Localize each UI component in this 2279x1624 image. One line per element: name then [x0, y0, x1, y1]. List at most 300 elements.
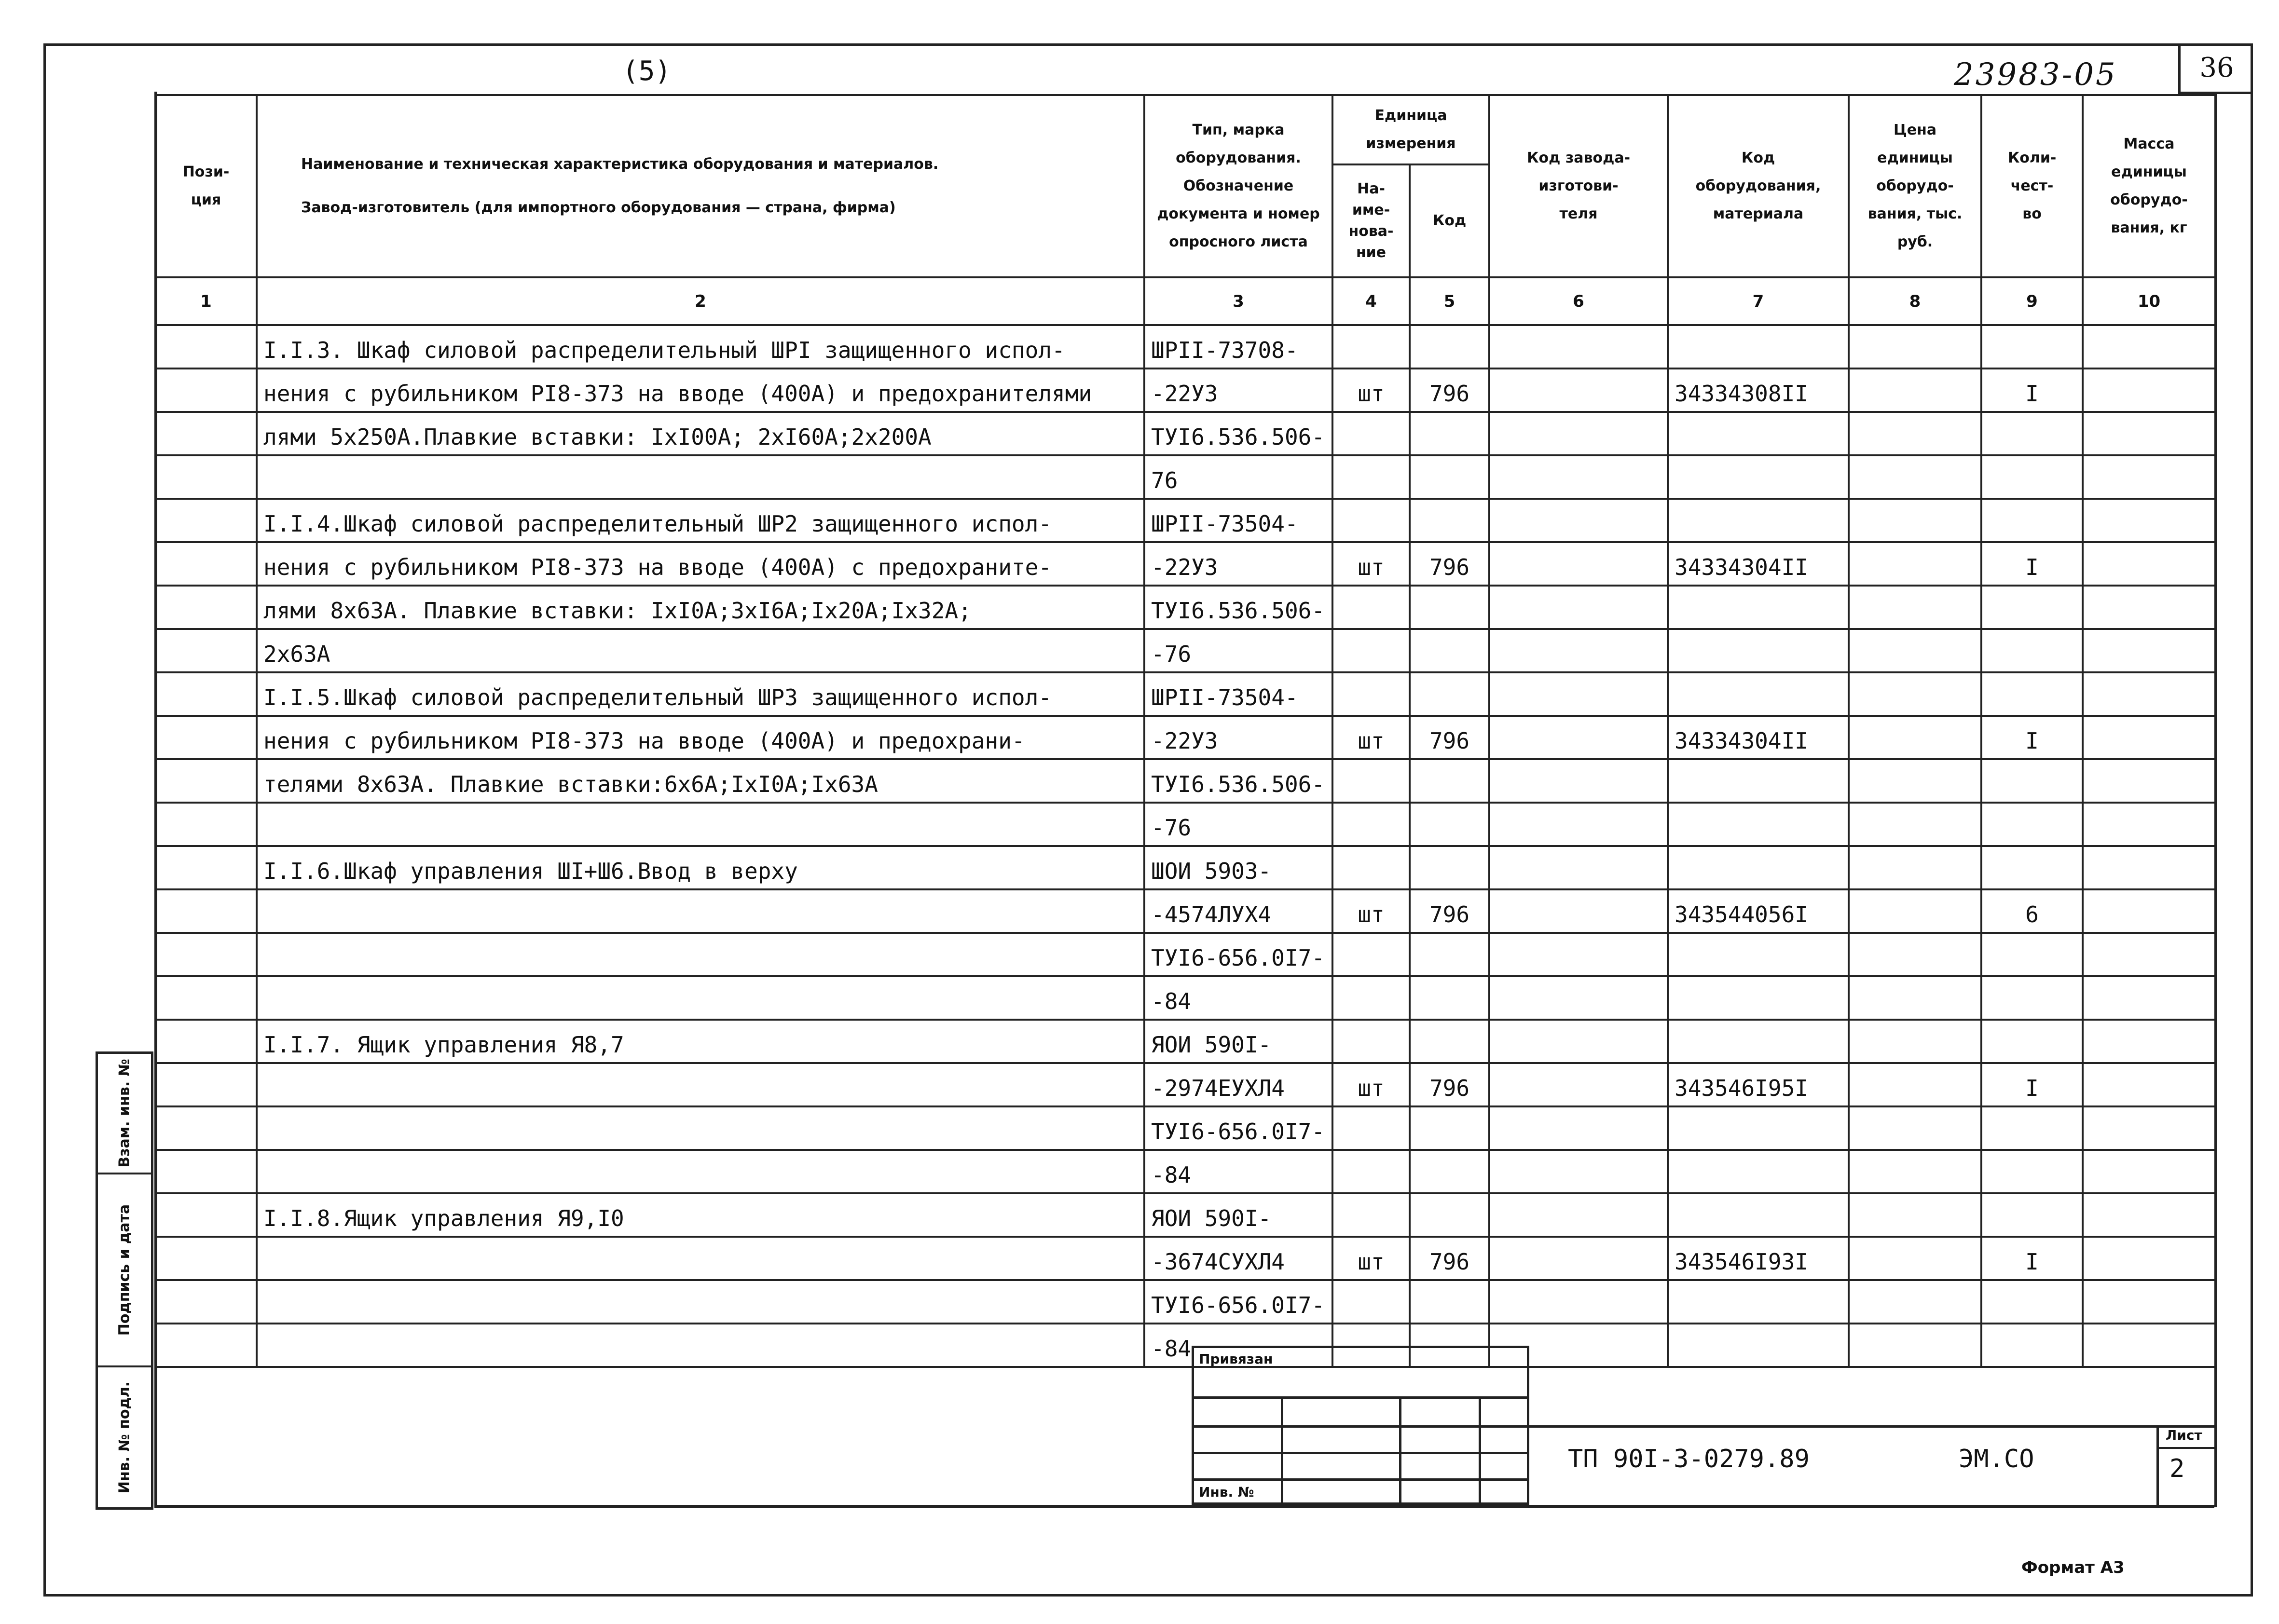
cell-unit-code	[1410, 759, 1489, 803]
cell-unit-code: 796	[1410, 1237, 1489, 1280]
cell-material-code	[1668, 455, 1849, 499]
cell-quantity: I	[1981, 1237, 2083, 1280]
cell-quantity	[1981, 759, 2083, 803]
cell-price	[1849, 368, 1981, 412]
cell-factory-code	[1489, 933, 1668, 976]
cell-name	[257, 1237, 1144, 1280]
cell-pos	[155, 542, 257, 586]
cell-unit-code	[1410, 1020, 1489, 1063]
table-row	[155, 1280, 2215, 1324]
cell-material-code	[1668, 1150, 1849, 1193]
col-header-type: Тип, марка оборудования. Обозначение документа и номер опросного листа	[1144, 95, 1332, 277]
cell-quantity: I	[1981, 368, 2083, 412]
cell-quantity	[1981, 455, 2083, 499]
cell-name: нения с рубильником PI8-373 на вводе (400A) и предохранителями	[257, 368, 1144, 412]
cell-pos	[155, 933, 257, 976]
cell-unit	[1332, 1280, 1410, 1324]
sheet-corner-number: 36	[2178, 43, 2253, 94]
cell-material-code	[1668, 1280, 1849, 1324]
cell-name	[257, 1106, 1144, 1150]
cell-name	[257, 803, 1144, 846]
cell-material-code: 343544056I	[1668, 889, 1849, 933]
table-row	[155, 716, 2215, 759]
cell-type: -22У3	[1144, 368, 1332, 412]
cell-pos	[155, 1280, 257, 1324]
cell-price	[1849, 586, 1981, 629]
cell-unit-code	[1410, 455, 1489, 499]
cell-factory-code	[1489, 629, 1668, 672]
cell-factory-code	[1489, 889, 1668, 933]
cell-quantity	[1981, 1280, 2083, 1324]
cell-name: I.I.6.Шкаф управления ШI+Ш6.Ввод в верху	[257, 846, 1144, 889]
cell-type: ТУI6.536.506-	[1144, 759, 1332, 803]
cell-mass	[2083, 759, 2215, 803]
cell-unit	[1332, 803, 1410, 846]
cell-pos	[155, 325, 257, 368]
col-num-7: 7	[1668, 277, 1849, 325]
cell-price	[1849, 1020, 1981, 1063]
cell-pos	[155, 716, 257, 759]
cell-price	[1849, 1237, 1981, 1280]
table-row	[155, 803, 2215, 846]
cell-factory-code	[1489, 412, 1668, 455]
cell-price	[1849, 325, 1981, 368]
col-header-unit-group: Единица измерения	[1332, 95, 1489, 164]
cell-pos	[155, 455, 257, 499]
cell-material-code: 343546I95I	[1668, 1063, 1849, 1106]
cell-type: -2974ЕУХЛ4	[1144, 1063, 1332, 1106]
cell-name: лями 8x63A. Плавкие вставки: IxI0A;3xI6A;Ix20A;Ix32A;	[257, 586, 1144, 629]
cell-name: лями 5x250A.Плавкие вставки: IxI00A; 2xI60A;2x200A	[257, 412, 1144, 455]
cell-type: ТУI6-656.0I7-	[1144, 1106, 1332, 1150]
col-header-mass: Масса единицы оборудо-вания, кг	[2083, 95, 2215, 277]
cell-mass	[2083, 455, 2215, 499]
cell-type: -3674СУХЛ4	[1144, 1237, 1332, 1280]
cell-pos	[155, 803, 257, 846]
cell-mass	[2083, 1237, 2215, 1280]
col-header-factory-code: Код завода- изготови- теля	[1489, 95, 1668, 277]
cell-factory-code	[1489, 542, 1668, 586]
cell-material-code	[1668, 412, 1849, 455]
cell-mass	[2083, 672, 2215, 716]
cell-mass	[2083, 803, 2215, 846]
cell-mass	[2083, 1063, 2215, 1106]
cell-factory-code	[1489, 1106, 1668, 1150]
cell-type: -84	[1144, 1150, 1332, 1193]
cell-factory-code	[1489, 325, 1668, 368]
cell-pos	[155, 672, 257, 716]
cell-pos	[155, 1063, 257, 1106]
side-stamp-replaced-inv: Взам. инв. №	[98, 1054, 151, 1174]
cell-factory-code	[1489, 1193, 1668, 1237]
cell-material-code	[1668, 933, 1849, 976]
side-stamp-original-inv: Инв. № подл.	[116, 1381, 133, 1494]
table-row	[155, 1237, 2215, 1280]
cell-quantity	[1981, 1324, 2083, 1367]
cell-pos	[155, 1237, 257, 1280]
cell-unit	[1332, 933, 1410, 976]
table-row	[155, 1324, 2215, 1367]
cell-material-code: 34334304II	[1668, 716, 1849, 759]
cell-name	[257, 1063, 1144, 1106]
cell-factory-code	[1489, 1063, 1668, 1106]
cell-pos	[155, 586, 257, 629]
cell-mass	[2083, 586, 2215, 629]
cell-quantity	[1981, 672, 2083, 716]
cell-unit-code	[1410, 1193, 1489, 1237]
cell-type: ТУI6.536.506-	[1144, 412, 1332, 455]
cell-unit: шт	[1332, 889, 1410, 933]
cell-quantity	[1981, 1150, 2083, 1193]
linked-label: Привязан	[1199, 1351, 1273, 1367]
cell-unit	[1332, 976, 1410, 1020]
cell-name: I.I.3. Шкаф силовой распределительный ШРI защищенного испол-	[257, 325, 1144, 368]
cell-price	[1849, 976, 1981, 1020]
cell-material-code: 34334304II	[1668, 542, 1849, 586]
cell-unit-code	[1410, 1106, 1489, 1150]
cell-price	[1849, 672, 1981, 716]
cell-name: нения с рубильником PI8-373 на вводе (400A) и предохрани-	[257, 716, 1144, 759]
cell-name: I.I.7. Ящик управления Я8,7	[257, 1020, 1144, 1063]
cell-mass	[2083, 846, 2215, 889]
format-label: Формат А3	[2021, 1558, 2125, 1577]
cell-unit	[1332, 1020, 1410, 1063]
cell-quantity	[1981, 629, 2083, 672]
project-code: ТП 90I-3-0279.89	[1568, 1445, 1810, 1474]
cell-quantity	[1981, 846, 2083, 889]
table-row	[155, 325, 2215, 368]
cell-type: -22У3	[1144, 542, 1332, 586]
cell-pos	[155, 1150, 257, 1193]
cell-type: -76	[1144, 803, 1332, 846]
table-row	[155, 542, 2215, 586]
cell-factory-code	[1489, 499, 1668, 542]
cell-material-code	[1668, 976, 1849, 1020]
cell-type: ТУI6.536.506-	[1144, 586, 1332, 629]
cell-mass	[2083, 325, 2215, 368]
table-row	[155, 412, 2215, 455]
cell-material-code	[1668, 672, 1849, 716]
cell-price	[1849, 1193, 1981, 1237]
cell-unit	[1332, 412, 1410, 455]
cell-name: нения с рубильником PI8-373 на вводе (400A) с предохраните-	[257, 542, 1144, 586]
table-row	[155, 889, 2215, 933]
cell-pos	[155, 759, 257, 803]
cell-price	[1849, 759, 1981, 803]
cell-price	[1849, 716, 1981, 759]
cell-name	[257, 889, 1144, 933]
cell-quantity	[1981, 1020, 2083, 1063]
cell-factory-code	[1489, 455, 1668, 499]
document-number: 23983-05	[1954, 57, 2117, 93]
bottom-border	[154, 1505, 2214, 1508]
cell-material-code	[1668, 586, 1849, 629]
cell-unit-code	[1410, 846, 1489, 889]
cell-type: ШОИ 5903-	[1144, 846, 1332, 889]
cell-mass	[2083, 1280, 2215, 1324]
cell-type: -84	[1144, 976, 1332, 1020]
cell-price	[1849, 1106, 1981, 1150]
cell-unit-code	[1410, 976, 1489, 1020]
cell-name	[257, 455, 1144, 499]
table-row	[155, 629, 2215, 672]
cell-quantity	[1981, 499, 2083, 542]
cell-price	[1849, 1150, 1981, 1193]
cell-mass	[2083, 629, 2215, 672]
table-row	[155, 1150, 2215, 1193]
cell-name	[257, 1324, 1144, 1367]
left-border	[154, 92, 157, 1507]
table-row	[155, 586, 2215, 629]
cell-type: -76	[1144, 629, 1332, 672]
col-num-3: 3	[1144, 277, 1332, 325]
cell-unit-code: 796	[1410, 889, 1489, 933]
cell-mass	[2083, 889, 2215, 933]
col-num-8: 8	[1849, 277, 1981, 325]
side-stamp-signature-date: Подпись и дата	[98, 1174, 151, 1367]
cell-type: ТУI6-656.0I7-	[1144, 1280, 1332, 1324]
cell-mass	[2083, 1193, 2215, 1237]
cell-price	[1849, 889, 1981, 933]
cell-price	[1849, 1063, 1981, 1106]
cell-price	[1849, 1280, 1981, 1324]
cell-type: ЯОИ 590I-	[1144, 1020, 1332, 1063]
cell-unit-code	[1410, 499, 1489, 542]
cell-unit	[1332, 325, 1410, 368]
col-header-unit-name: На- име- нова- ние	[1332, 164, 1410, 277]
cell-name	[257, 1150, 1144, 1193]
cell-factory-code	[1489, 716, 1668, 759]
col-num-1: 1	[155, 277, 257, 325]
cell-name: I.I.8.Ящик управления Я9,I0	[257, 1193, 1144, 1237]
cell-unit-code	[1410, 1280, 1489, 1324]
cell-unit	[1332, 499, 1410, 542]
cell-type: ШРII-73708-	[1144, 325, 1332, 368]
table-row	[155, 846, 2215, 889]
cell-unit	[1332, 672, 1410, 716]
page-marker: (5)	[622, 55, 672, 87]
table-row	[155, 1106, 2215, 1150]
cell-unit-code	[1410, 629, 1489, 672]
cell-unit: шт	[1332, 1237, 1410, 1280]
cell-price	[1849, 1324, 1981, 1367]
table-row	[155, 933, 2215, 976]
cell-type: -84	[1144, 1324, 1332, 1367]
cell-factory-code	[1489, 1020, 1668, 1063]
cell-quantity	[1981, 976, 2083, 1020]
cell-pos	[155, 412, 257, 455]
cell-factory-code	[1489, 1280, 1668, 1324]
cell-unit-code: 796	[1410, 542, 1489, 586]
cell-mass	[2083, 499, 2215, 542]
cell-quantity	[1981, 412, 2083, 455]
table-row	[155, 368, 2215, 412]
cell-unit-code	[1410, 325, 1489, 368]
sheet-number: 2	[2169, 1454, 2185, 1483]
col-num-5: 5	[1410, 277, 1489, 325]
cell-quantity	[1981, 803, 2083, 846]
col-num-10: 10	[2083, 277, 2215, 325]
cell-price	[1849, 542, 1981, 586]
cell-price	[1849, 933, 1981, 976]
cell-type: 76	[1144, 455, 1332, 499]
cell-factory-code	[1489, 368, 1668, 412]
cell-unit-code: 796	[1410, 716, 1489, 759]
cell-mass	[2083, 1324, 2215, 1367]
cell-price	[1849, 846, 1981, 889]
table-row	[155, 499, 2215, 542]
cell-pos	[155, 889, 257, 933]
cell-unit-code	[1410, 803, 1489, 846]
cell-type: -4574ЛУХ4	[1144, 889, 1332, 933]
table-row	[155, 759, 2215, 803]
cell-pos	[155, 1324, 257, 1367]
cell-factory-code	[1489, 803, 1668, 846]
sheet-box	[2156, 1425, 2214, 1505]
col-header-material-code: Код оборудования, материала	[1668, 95, 1849, 277]
cell-unit: шт	[1332, 1063, 1410, 1106]
cell-mass	[2083, 412, 2215, 455]
cell-unit-code	[1410, 672, 1489, 716]
cell-name: 2x63A	[257, 629, 1144, 672]
cell-unit-code: 796	[1410, 1063, 1489, 1106]
side-stamp	[96, 1051, 153, 1510]
cell-material-code	[1668, 803, 1849, 846]
cell-name: I.I.5.Шкаф силовой распределительный ШР3 защищенного испол-	[257, 672, 1144, 716]
col-header-unit-code: Код	[1410, 164, 1489, 277]
cell-pos	[155, 1020, 257, 1063]
cell-mass	[2083, 1150, 2215, 1193]
cell-pos	[155, 629, 257, 672]
cell-price	[1849, 803, 1981, 846]
cell-type: ЯОИ 590I-	[1144, 1193, 1332, 1237]
cell-unit	[1332, 1193, 1410, 1237]
cell-quantity: I	[1981, 716, 2083, 759]
cell-factory-code	[1489, 759, 1668, 803]
cell-factory-code	[1489, 1150, 1668, 1193]
col-num-9: 9	[1981, 277, 2083, 325]
cell-mass	[2083, 933, 2215, 976]
cell-unit	[1332, 455, 1410, 499]
cell-mass	[2083, 716, 2215, 759]
cell-name	[257, 1280, 1144, 1324]
specification-table	[154, 94, 2216, 1368]
table-row	[155, 976, 2215, 1020]
cell-unit	[1332, 586, 1410, 629]
cell-quantity	[1981, 1106, 2083, 1150]
cell-factory-code	[1489, 976, 1668, 1020]
cell-material-code	[1668, 499, 1849, 542]
cell-quantity	[1981, 325, 2083, 368]
cell-pos	[155, 1106, 257, 1150]
cell-unit	[1332, 1106, 1410, 1150]
col-header-price: Цена единицы оборудо-вания, тыс. руб.	[1849, 95, 1981, 277]
cell-unit	[1332, 759, 1410, 803]
cell-name: телями 8x63A. Плавкие вставки:6x6A;IxI0A;Ix63A	[257, 759, 1144, 803]
cell-material-code: 34334308II	[1668, 368, 1849, 412]
cell-unit-code: 796	[1410, 368, 1489, 412]
table-row	[155, 1063, 2215, 1106]
cell-material-code	[1668, 325, 1849, 368]
cell-unit	[1332, 629, 1410, 672]
cell-price	[1849, 629, 1981, 672]
cell-pos	[155, 846, 257, 889]
cell-unit	[1332, 846, 1410, 889]
cell-type: ШРII-73504-	[1144, 672, 1332, 716]
cell-mass	[2083, 1020, 2215, 1063]
cell-quantity	[1981, 933, 2083, 976]
col-num-2: 2	[257, 277, 1144, 325]
table-row	[155, 1193, 2215, 1237]
cell-price	[1849, 412, 1981, 455]
col-header-name: Наименование и техническая характеристика оборудования и материалов. Завод-изготовитель (для импортного оборудования — страна, фирма)	[257, 95, 1144, 277]
cell-unit-code	[1410, 1150, 1489, 1193]
cell-pos	[155, 368, 257, 412]
cell-quantity: I	[1981, 542, 2083, 586]
cell-quantity: 6	[1981, 889, 2083, 933]
cell-unit: шт	[1332, 368, 1410, 412]
cell-material-code	[1668, 846, 1849, 889]
cell-material-code	[1668, 1106, 1849, 1150]
cell-price	[1849, 499, 1981, 542]
cell-pos	[155, 499, 257, 542]
cell-type: -22У3	[1144, 716, 1332, 759]
cell-mass	[2083, 976, 2215, 1020]
cell-type: ТУI6-656.0I7-	[1144, 933, 1332, 976]
cell-unit-code	[1410, 412, 1489, 455]
cell-factory-code	[1489, 672, 1668, 716]
cell-material-code	[1668, 1020, 1849, 1063]
cell-quantity: I	[1981, 1063, 2083, 1106]
cell-pos	[155, 976, 257, 1020]
cell-material-code	[1668, 759, 1849, 803]
cell-factory-code	[1489, 1237, 1668, 1280]
cell-quantity	[1981, 1193, 2083, 1237]
cell-price	[1849, 455, 1981, 499]
cell-factory-code	[1489, 846, 1668, 889]
cell-unit-code	[1410, 586, 1489, 629]
cell-type: ШРII-73504-	[1144, 499, 1332, 542]
right-border	[2214, 92, 2217, 1507]
cell-name	[257, 976, 1144, 1020]
cell-mass	[2083, 368, 2215, 412]
col-num-6: 6	[1489, 277, 1668, 325]
sheet-label: Лист	[2166, 1427, 2202, 1443]
document-mark: ЭМ.СО	[1959, 1445, 2034, 1474]
cell-unit-code	[1410, 933, 1489, 976]
table-row	[155, 672, 2215, 716]
table-row	[155, 455, 2215, 499]
cell-unit: шт	[1332, 542, 1410, 586]
cell-pos	[155, 1193, 257, 1237]
cell-mass	[2083, 1106, 2215, 1150]
inv-no-label: Инв. №	[1199, 1484, 1254, 1500]
cell-quantity	[1981, 586, 2083, 629]
cell-mass	[2083, 542, 2215, 586]
cell-unit	[1332, 1150, 1410, 1193]
col-header-quantity: Коли- чест- во	[1981, 95, 2083, 277]
cell-unit: шт	[1332, 716, 1410, 759]
cell-name	[257, 933, 1144, 976]
cell-material-code: 343546I93I	[1668, 1237, 1849, 1280]
col-num-4: 4	[1332, 277, 1410, 325]
cell-factory-code	[1489, 586, 1668, 629]
cell-material-code	[1668, 629, 1849, 672]
cell-material-code	[1668, 1193, 1849, 1237]
cell-material-code	[1668, 1324, 1849, 1367]
cell-name: I.I.4.Шкаф силовой распределительный ШР2 защищенного испол-	[257, 499, 1144, 542]
table-row	[155, 1020, 2215, 1063]
